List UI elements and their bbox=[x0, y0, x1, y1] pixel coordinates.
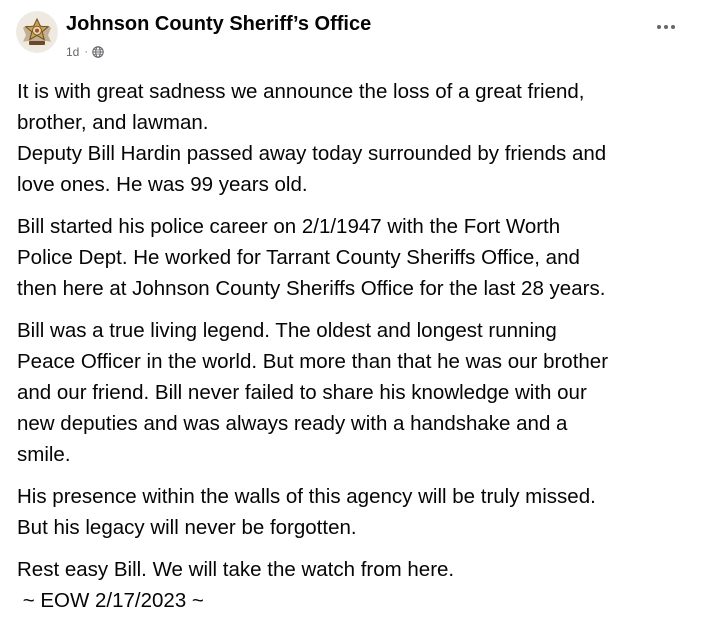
post-header bbox=[0, 0, 701, 70]
post-paragraph bbox=[17, 554, 697, 616]
text-line: Police Dept. He worked for Tarrant County Sheriffs Office, and bbox=[17, 246, 580, 269]
post-body bbox=[17, 76, 697, 616]
post-paragraph bbox=[17, 481, 697, 543]
text-line: Bill was a true living legend. The oldest and longest running bbox=[17, 319, 557, 342]
text-line: smile. bbox=[17, 443, 71, 466]
meta-separator: · bbox=[84, 46, 89, 58]
post-paragraph bbox=[17, 76, 697, 200]
globe-icon[interactable] bbox=[92, 46, 104, 58]
text-line: and our friend. Bill never failed to share his knowledge with our bbox=[17, 381, 587, 404]
text-line: new deputies and was always ready with a handshake and a bbox=[17, 412, 568, 435]
text-line: His presence within the walls of this agency will be truly missed. bbox=[17, 485, 596, 508]
text-line: brother, and lawman. bbox=[17, 111, 209, 134]
text-line: Peace Officer in the world. But more than that he was our brother bbox=[17, 350, 609, 373]
post-timestamp[interactable]: 1d bbox=[66, 45, 80, 59]
text-line: then here at Johnson County Sheriffs Office for the last 28 years. bbox=[17, 277, 606, 300]
page-avatar[interactable] bbox=[17, 12, 57, 52]
text-line: love ones. He was 99 years old. bbox=[17, 173, 308, 196]
page-name[interactable]: Johnson County Sheriff’s Office bbox=[66, 13, 372, 35]
post-paragraph bbox=[17, 211, 697, 304]
text-line: ~ EOW 2/17/2023 ~ bbox=[17, 589, 204, 612]
text-line: But his legacy will never be forgotten. bbox=[17, 516, 357, 539]
text-line: Deputy Bill Hardin passed away today surrounded by friends and bbox=[17, 142, 607, 165]
sheriff-badge-logo bbox=[17, 12, 57, 52]
more-options-icon bbox=[655, 23, 677, 31]
more-options-button[interactable] bbox=[648, 12, 684, 42]
text-line: It is with great sadness we announce the loss of a great friend, bbox=[17, 80, 585, 103]
text-line: Rest easy Bill. We will take the watch from here. bbox=[17, 558, 455, 581]
post-meta bbox=[66, 44, 104, 60]
post-paragraph bbox=[17, 315, 697, 470]
text-line: Bill started his police career on 2/1/1947 with the Fort Worth bbox=[17, 215, 561, 238]
